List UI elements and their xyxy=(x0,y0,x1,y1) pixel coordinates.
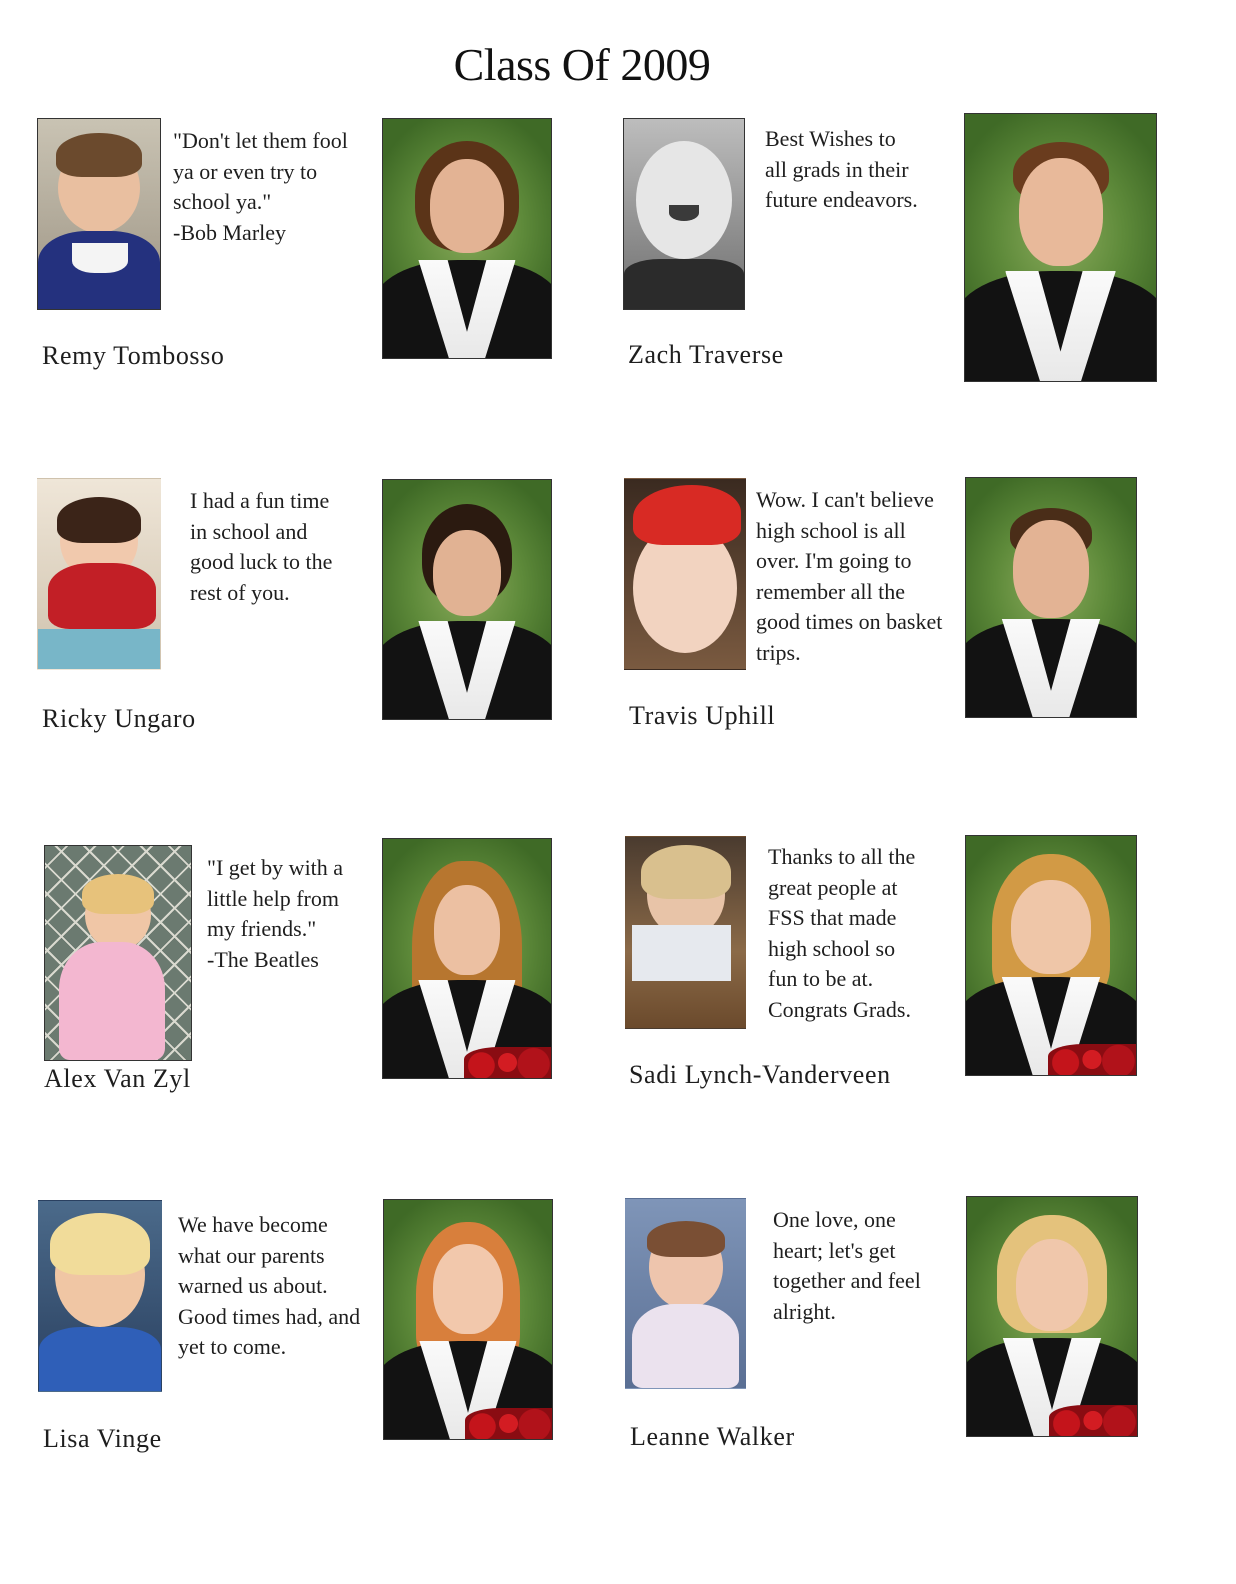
student-quote: "Don't let them fool ya or even try to school ya." -Bob Marley xyxy=(173,128,348,245)
baby-photo xyxy=(625,836,746,1029)
baby-photo xyxy=(38,1200,162,1392)
graduation-portrait xyxy=(382,118,552,359)
graduation-portrait xyxy=(964,113,1157,382)
student-name: Leanne Walker xyxy=(630,1422,795,1451)
baby-photo xyxy=(623,118,745,310)
student-quote: We have become what our parents warned us about. Good times had, and yet to come. xyxy=(178,1212,361,1359)
baby-photo xyxy=(624,478,746,670)
student-quote: Best Wishes to all grads in their future endeavors. xyxy=(765,126,918,212)
student-quote: "I get by with a little help from my friends." -The Beatles xyxy=(207,855,344,972)
student-quote: One love, one heart; let's get together and feel alright. xyxy=(773,1207,921,1324)
student-quote: Wow. I can't believe high school is all over. I'm going to remember all the good times on basket trips. xyxy=(756,487,943,665)
baby-photo xyxy=(44,845,192,1061)
graduation-portrait xyxy=(965,477,1137,718)
student-name: Zach Traverse xyxy=(628,340,784,369)
student-name: Alex Van Zyl xyxy=(44,1064,191,1093)
student-name: Lisa Vinge xyxy=(43,1424,162,1453)
student-name: Sadi Lynch-Vanderveen xyxy=(629,1060,891,1089)
page-title: Class Of 2009 xyxy=(453,39,711,90)
baby-photo xyxy=(625,1198,746,1389)
graduation-portrait xyxy=(965,835,1137,1076)
baby-photo xyxy=(37,478,161,670)
graduation-portrait xyxy=(382,479,552,720)
student-quote: Thanks to all the great people at FSS that made high school so fun to be at. Congrats Grads. xyxy=(768,844,916,1022)
student-name: Ricky Ungaro xyxy=(42,704,196,733)
graduation-portrait xyxy=(383,1199,553,1440)
graduation-portrait xyxy=(382,838,552,1079)
graduation-portrait xyxy=(966,1196,1138,1437)
student-name: Travis Uphill xyxy=(629,701,776,730)
student-quote: I had a fun time in school and good luck to the rest of you. xyxy=(190,488,333,605)
student-name: Remy Tombosso xyxy=(42,341,225,370)
baby-photo xyxy=(37,118,161,310)
